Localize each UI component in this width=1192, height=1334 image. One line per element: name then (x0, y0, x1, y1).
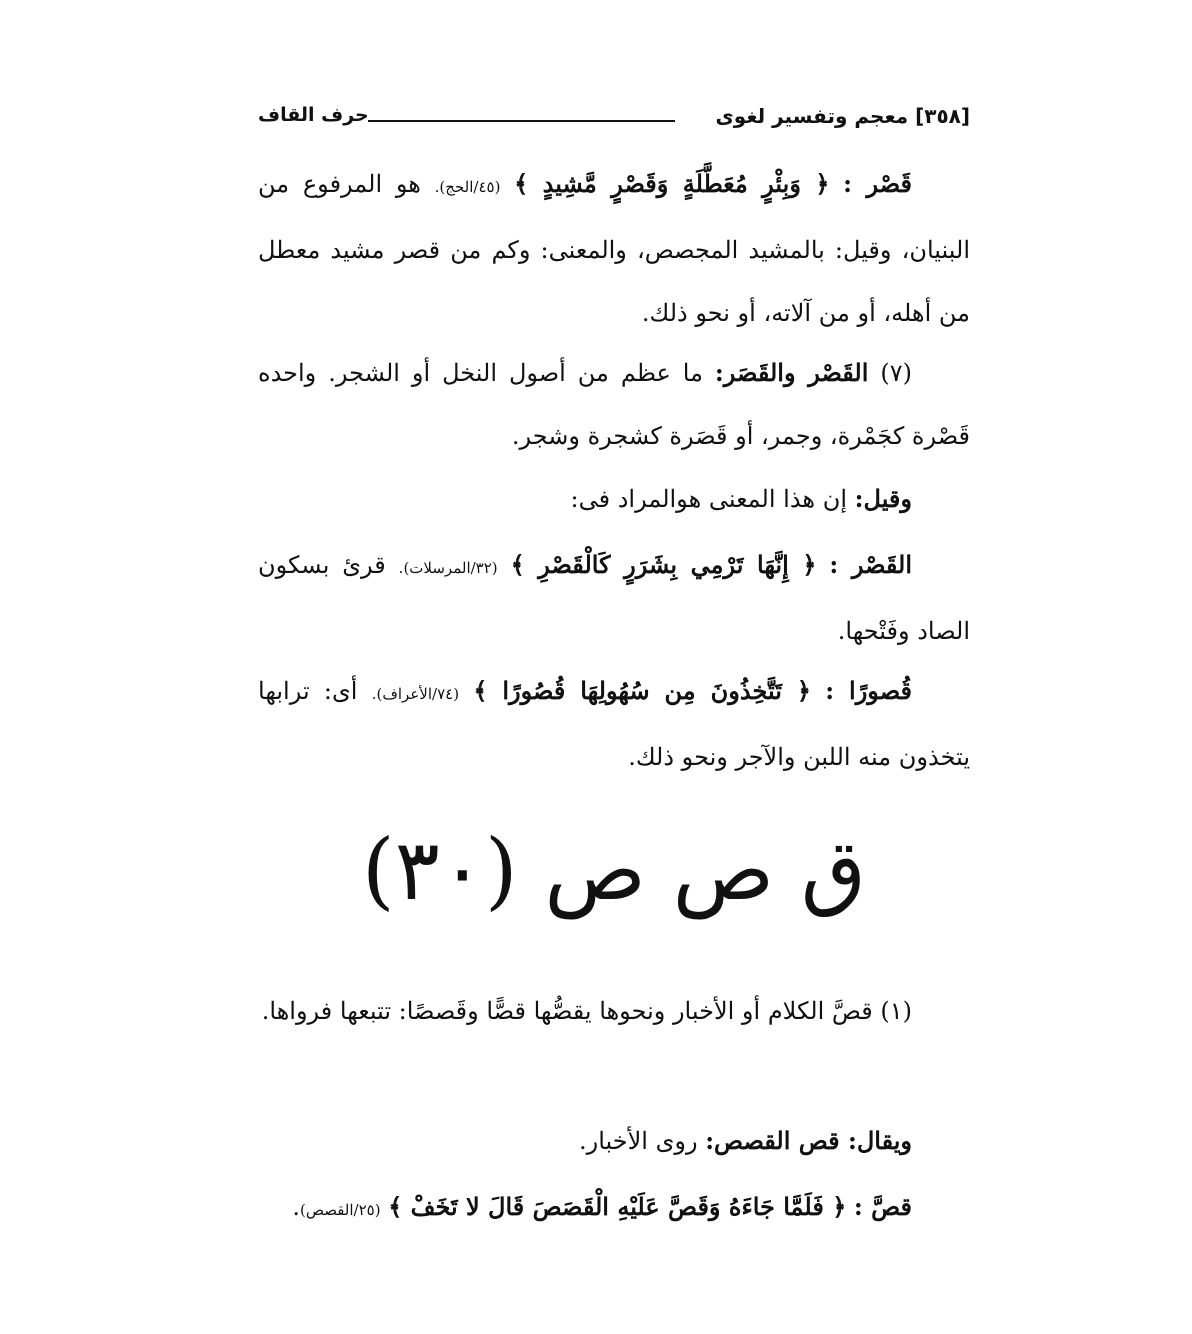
page-number-and-book-title: [٣٥٨] معجم وتفسير لغوى (715, 104, 970, 128)
entry-qila (258, 467, 970, 531)
verse-reference: (٤٥/الحج). (434, 178, 501, 196)
entry-text: أى: ترابها يتخذون منه اللبن والآجر ونحو ذلك. (258, 677, 970, 771)
entry-yuqal (258, 1109, 970, 1173)
entry-qasr (258, 152, 970, 345)
verse-reference: (٢٥/القصص) (299, 1201, 381, 1219)
verse-reference: (٧٤/الأعراف). (371, 685, 460, 703)
quran-verse: ﴿ وَبِئْرٍ مُعَطَّلَةٍ وَقَصْرٍ مَّشِيدٍ ﴾ (514, 169, 830, 198)
entry-text: ما عظم من أصول النخل أو الشجر. واحده قَصْرة كجَمْرة، وجمر، أو قَصَرة كشجرة وشجر. (258, 359, 970, 450)
entry-text: قرئ بسكون الصاد وفَتْحها. (258, 551, 970, 645)
entry-1 (258, 980, 970, 1043)
entry-term: ويقال: قص القصص: (705, 1126, 912, 1155)
root-heading: ق ص ص (٣٠) (361, 821, 867, 919)
verse-reference: (٣٢/المرسلات). (398, 559, 498, 577)
section-title: حرف القاف (258, 104, 369, 126)
entry-text: هو المرفوع من البنيان، وقيل: بالمشيد المجصص، والمعنى: وكم من قصر مشيد معطل من أهله، أو من آلاته، أو نحو ذلك. (258, 170, 970, 327)
entry-term: قُصورًا : (825, 676, 912, 705)
entry-qassa (258, 1175, 970, 1242)
entry-text: روى الأخبار. (578, 1127, 698, 1155)
entry-term: قَصْر : (843, 169, 913, 198)
entry-term: القَصْر والقَصَر: (714, 358, 869, 387)
entry-term: القَصْر : (829, 550, 913, 579)
entry-term: وقيل: (854, 484, 912, 513)
page-header (258, 100, 970, 140)
quran-verse: ﴿ تَتَّخِذُونَ مِن سُهُولِهَا قُصُورًا ﴾ (473, 676, 811, 705)
header-rule (368, 120, 675, 122)
quran-verse: ﴿ فَلَمَّا جَاءَهُ وَقَصَّ عَلَيْهِ الْقَصَصَ قَالَ لا تَخَفْ ﴾ (388, 1192, 847, 1221)
entry-text: . (292, 1193, 300, 1221)
entry-al-qasr (258, 533, 970, 663)
entry-term: قصَّ : (853, 1192, 912, 1221)
entry-text: إن هذا المعنى هوالمراد فى: (570, 485, 848, 513)
entry-7 (258, 341, 970, 468)
quran-verse: ﴿ إِنَّهَا تَرْمِي بِشَرَرٍ كَالْقَصْرِ ﴾ (510, 550, 817, 579)
entry-text: (١) قصَّ الكلام أو الأخبار ونحوها يقصُّها قصًّا وقَصصًا: تتبعها فرواها. (261, 997, 912, 1025)
entry-qusuran (258, 659, 970, 789)
entry-number: (٧) (880, 359, 912, 387)
